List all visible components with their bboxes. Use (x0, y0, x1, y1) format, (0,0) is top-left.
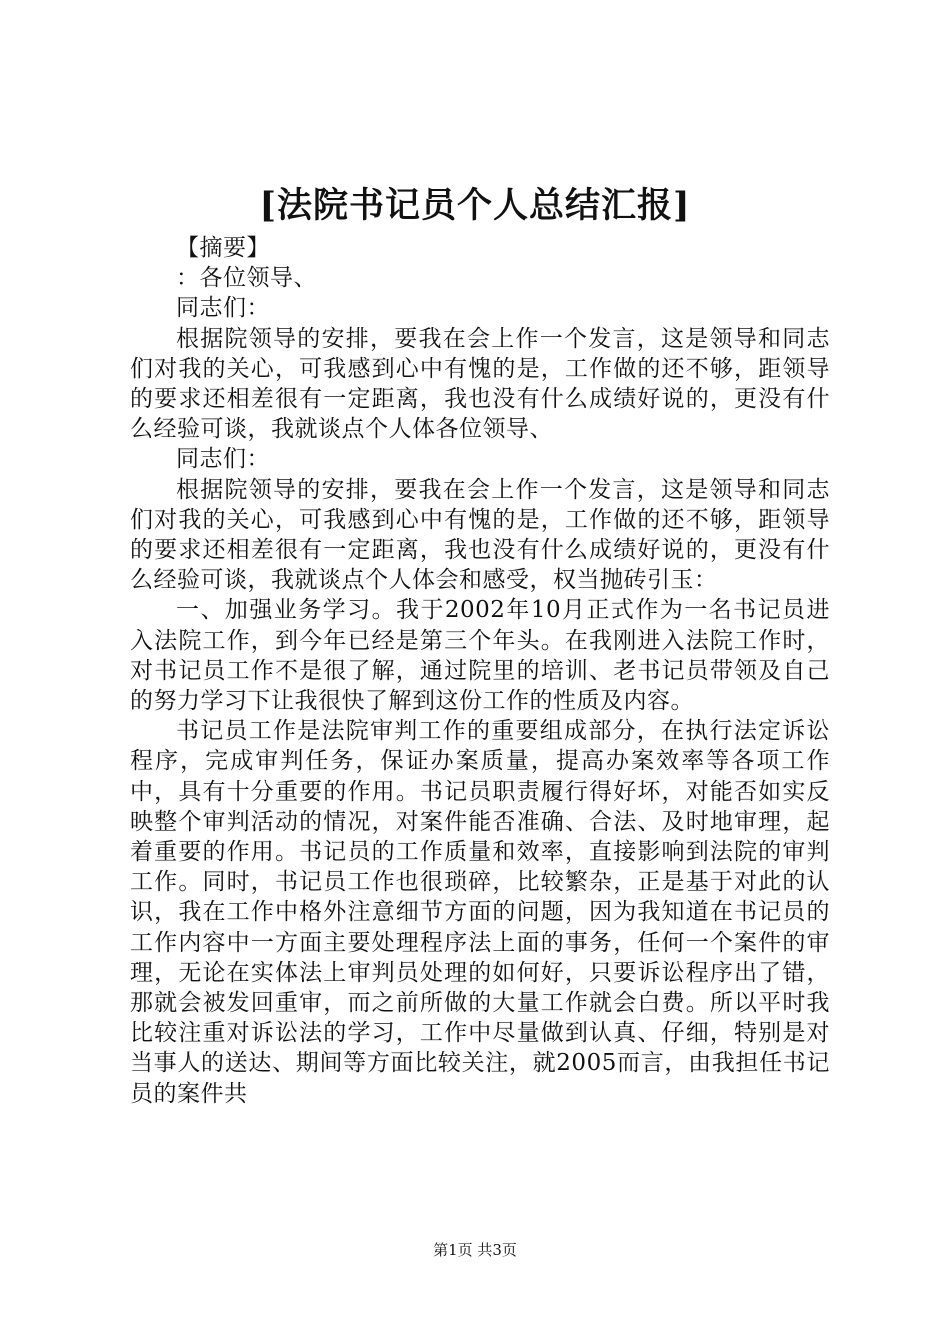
paragraph: 根据院领导的安排，要我在会上作一个发言，这是领导和同志们对我的关心，可我感到心中有愧的是，工作做的还不够，距领导的要求还相差很有一定距离，我也没有什么成绩好说的，更没有什么经验可谈，我就谈点个人体各位领导、 (130, 325, 830, 443)
paragraph: 根据院领导的安排，要我在会上作一个发言，这是领导和同志们对我的关心，可我感到心中有愧的是，工作做的还不够，距领导的要求还相差很有一定距离，我也没有什么成绩好说的，更没有什么经验可谈，我就谈点个人体会和感受，权当抛砖引玉： (130, 476, 830, 594)
paragraph: 一、加强业务学习。我于2002年10月正式作为一名书记员进入法院工作，到今年已经是第三个年头。在我刚进入法院工作时，对书记员工作不是很了解，通过院里的培训、老书记员带领及自己的努力学习下让我很快了解到这份工作的性质及内容。 (130, 597, 830, 715)
paragraph: 书记员工作是法院审判工作的重要组成部分，在执行法定诉讼程序，完成审判任务，保证办案质量，提高办案效率等各项工作中，具有十分重要的作用。书记员职责履行得好坏，对能否如实反映整个审判活动的情况，对案件能否准确、合法、及时地审理，起着重要的作用。书记员的工作质量和效率，直接影响到法院的审判工作。同时，书记员工作也很琐碎，比较繁杂，正是基于对此的认识，我在工作中格外注意细节方面的问题，因为我知道在书记员的工作内容中一方面主要处理程序法上面的事务，任何一个案件的审理，无论在实体法上审判员处理的如何好，只要诉讼程序出了错，那就会被发回重审，而之前所做的大量工作就会白费。所以平时我比较注重对诉讼法的学习，工作中尽量做到认真、仔细，特别是对当事人的送达、期间等方面比较关注，就2005而言，由我担任书记员的案件共 (130, 718, 830, 1107)
salutation-comrades: 同志们： (176, 295, 270, 322)
document-title: [法院书记员个人总结汇报] (259, 185, 691, 226)
page-number-footer: 第1页 共3页 (433, 1241, 517, 1259)
salutation-leaders: ：各位领导、 (176, 265, 317, 292)
salutation-comrades: 同志们： (176, 446, 270, 473)
document-body (130, 233, 830, 1109)
abstract-heading: 【摘要】 (176, 235, 270, 261)
